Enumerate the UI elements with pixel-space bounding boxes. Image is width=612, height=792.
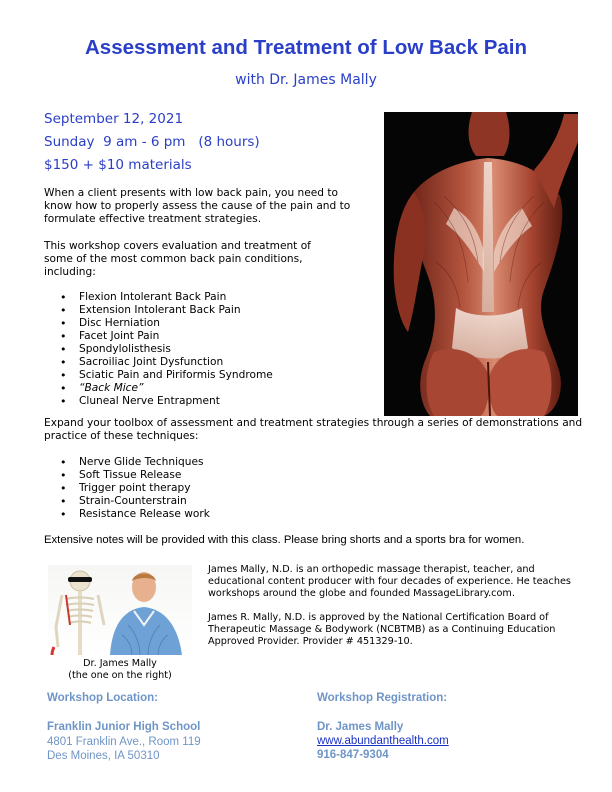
- intro-paragraph: When a client presents with low back pain, you need to know how to properly assess the cause of the pain and to formulate effective treatment strategies.: [44, 187, 351, 225]
- back-muscles-image: [384, 112, 578, 416]
- list-item: • Sciatic Pain and Piriformis Syndrome: [60, 369, 360, 382]
- toolbox-paragraph: Expand your toolbox of assessment and treatment strategies through a series of demonstrations and practice of these techniques:: [44, 417, 583, 442]
- photo-caption-line1: Dr. James Mally: [83, 658, 157, 669]
- list-item: • Soft Tissue Release: [60, 469, 360, 482]
- conditions-list: [60, 291, 360, 408]
- photo-caption-line2: (the one on the right): [68, 670, 172, 681]
- location-address-line1: 4801 Franklin Ave., Room 119: [47, 736, 201, 748]
- notes-paragraph: Extensive notes will be provided with this class. Please bring shorts and a sports bra for women.: [44, 534, 525, 546]
- location-address-line2: Des Moines, IA 50310: [47, 750, 160, 762]
- event-time: Sunday 9 am - 6 pm (8 hours): [44, 134, 260, 150]
- list-item: • Flexion Intolerant Back Pain: [60, 291, 360, 304]
- event-price: $150 + $10 materials: [44, 157, 192, 173]
- techniques-list: [60, 456, 360, 521]
- location-heading: Workshop Location:: [47, 692, 158, 704]
- instructor-illustration: [48, 565, 192, 655]
- instructor-photo: [48, 565, 192, 655]
- list-item: • Sacroiliac Joint Dysfunction: [60, 356, 360, 369]
- list-item: • Extension Intolerant Back Pain: [60, 304, 360, 317]
- list-item: • Spondylolisthesis: [60, 343, 360, 356]
- list-item: • Facet Joint Pain: [60, 330, 360, 343]
- list-item: • Resistance Release work: [60, 508, 360, 521]
- location-venue: Franklin Junior High School: [47, 721, 201, 733]
- event-date: September 12, 2021: [44, 111, 184, 127]
- page-title: Assessment and Treatment of Low Back Pain: [84, 36, 528, 59]
- list-item: • Cluneal Nerve Entrapment: [60, 395, 360, 408]
- skeleton-figure: [52, 571, 104, 655]
- back-muscles-illustration: [384, 112, 578, 416]
- list-item: • Nerve Glide Techniques: [60, 456, 360, 469]
- page-subtitle: with Dr. James Mally: [235, 72, 377, 88]
- list-item: • Strain-Counterstrain: [60, 495, 360, 508]
- covers-paragraph: This workshop covers evaluation and treatment of some of the most common back pain conditions, including:: [44, 240, 311, 278]
- list-item: • Trigger point therapy: [60, 482, 360, 495]
- registration-heading: Workshop Registration:: [317, 692, 448, 704]
- registration-website-link[interactable]: www.abundanthealth.com: [317, 735, 449, 747]
- bio-paragraph-2: James R. Mally, N.D. is approved by the National Certification Board of Therapeutic Massage & Bodywork (NCBTMB) as a Continuing Education Approved Provider. Provider # 451329-10.: [208, 612, 556, 648]
- registration-phone: 916-847-9304: [317, 749, 389, 761]
- bio-paragraph-1: James Mally, N.D. is an orthopedic massage therapist, teacher, and educational content producer with four decades of experience. He teaches workshops around the globe and founded MassageLibrary.com.: [208, 564, 571, 600]
- list-item: • Disc Herniation: [60, 317, 360, 330]
- registration-name: Dr. James Mally: [317, 721, 404, 733]
- list-item: • “Back Mice”: [60, 382, 360, 395]
- instructor-figure: [110, 572, 182, 655]
